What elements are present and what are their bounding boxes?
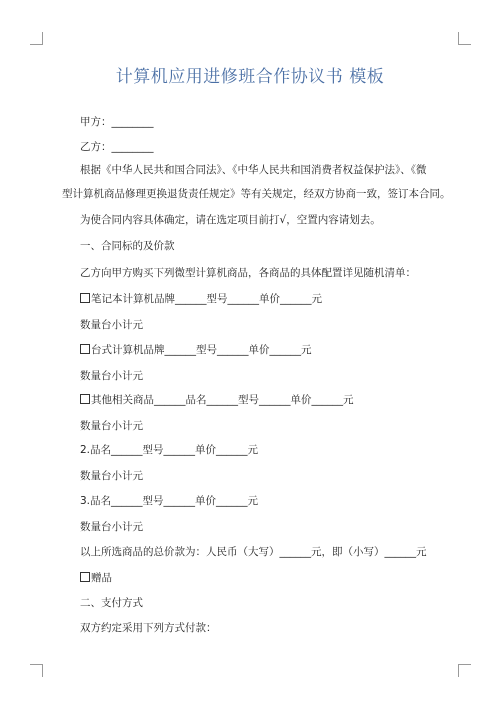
payment-intro-line: 双方约定采用下列方式付款： bbox=[80, 622, 217, 634]
quantity-line-3: 数量台小计元 bbox=[80, 420, 143, 432]
other-item-line: 其他相关商品______品名______型号______单价______元 bbox=[80, 393, 440, 407]
total-price-line: 以上所选商品的总价款为：人民币（大写）______元，即（小写）______元 bbox=[80, 546, 427, 558]
quantity-line-1: 数量台小计元 bbox=[80, 319, 143, 331]
quantity-line-2: 数量台小计元 bbox=[80, 370, 143, 382]
crop-mark-top-left bbox=[30, 32, 43, 45]
quantity-line-5: 数量台小计元 bbox=[80, 521, 143, 533]
section-heading-2: 二、支付方式 bbox=[80, 597, 143, 609]
checkbox-laptop[interactable] bbox=[80, 293, 90, 303]
gift-line: 赠品 bbox=[80, 571, 440, 585]
checkbox-desktop[interactable] bbox=[80, 344, 90, 354]
document-title: 计算机应用进修班合作协议书 模板 bbox=[115, 67, 385, 87]
checkbox-other[interactable] bbox=[80, 394, 90, 404]
section-heading-1: 一、合同标的及价款 bbox=[80, 240, 175, 252]
item-2-line: 2.品名______型号______单价______元 bbox=[80, 444, 259, 456]
preamble-line-1: 根据《中华人民共和国合同法》、《中华人民共和国消费者权益保护法》、《微 bbox=[80, 164, 427, 176]
crop-mark-bottom-right bbox=[458, 664, 471, 677]
purchase-intro-line: 乙方向甲方购买下列微型计算机商品，各商品的具体配置详见随机清单： bbox=[80, 267, 416, 279]
checkbox-gift[interactable] bbox=[80, 572, 90, 582]
laptop-item-line: 笔记本计算机品牌______型号______单价______元 bbox=[80, 292, 440, 306]
crop-mark-bottom-left bbox=[30, 664, 43, 677]
party-b-line: 乙方：________ bbox=[80, 141, 154, 153]
quantity-line-4: 数量台小计元 bbox=[80, 470, 143, 482]
party-a-line: 甲方：________ bbox=[80, 116, 154, 128]
item-3-line: 3.品名______型号______单价______元 bbox=[80, 495, 259, 507]
desktop-item-line: 台式计算机品牌______型号______单价______元 bbox=[80, 343, 440, 357]
instruction-line: 为使合同内容具体确定，请在选定项目前打√，空置内容请划去。 bbox=[80, 214, 381, 226]
crop-mark-top-right bbox=[458, 32, 471, 45]
preamble-line-2: 型计算机商品修理更换退货责任规定》等有关规定，经双方协商一致，签订本合同。 bbox=[62, 188, 451, 200]
